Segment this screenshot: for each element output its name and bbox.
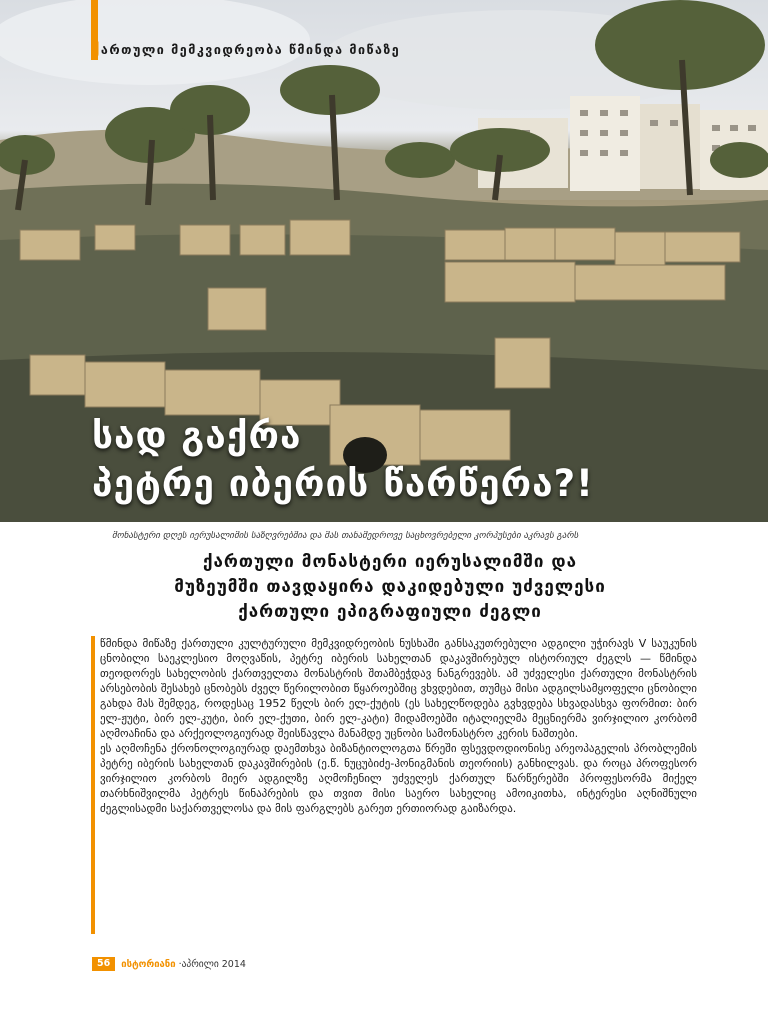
kicker-first-letter: ქ: [91, 40, 101, 58]
page-footer: [92, 957, 246, 971]
page-number: 56: [92, 957, 115, 971]
kicker-text: ართული მემკვიდრეობა წმინდა მიწაზე: [100, 42, 401, 57]
headline-line-1: სად გაქრა: [92, 414, 302, 457]
article-headline: [92, 412, 594, 508]
article-paragraph-2: ეს აღმოჩენა ქრონოლოგიურად დაემთხვა ბიზანტიოლოგთა წრეში ფსევდოდიონისე არეოპაგელის პრობლემის პეტრე იბერის სახელთან დაკავშირების (ე.წ. ნუცუბიძე-ჰონიგმანის თეორიის) განხილვას. და როცა პროფესორ ვირჯილიო კორბოს მიერ ადგილზე აღმოჩენილ უძველეს ქართულ წარწერებში პროფესორმა მიქელ თარხნიშვილმა პეტრეს წინაპრების და თვით მისი საერო სახელიც ამოიკითხა, ინტერესი აღნიშნული ძეგლისადმი საქართველოსა და მის ფარგლებს გარეთ ერთიორად გაიზარდა.: [100, 742, 697, 815]
subheading-line-2: მუზეუმში თავდაყირა დაკიდებული უძველესი: [174, 577, 606, 597]
article-paragraph-1: წმინდა მიწაზე ქართული კულტურული მემკვიდრეობის ნუსხაში განსაკუთრებული ადგილი უჭირავს V საუკუნის ცნობილი საეკლესიო მოღვაწის, პეტრე იბერის სახელთან დაკავშირებულ ისტორიულ ძეგლს — წმინდა თეოდორეს სახელობის ქართველთა მონასტრის შთამბეჭდავ ნანგრევებს. ამ უძველესი ქართული მონასტრის არსებობის შესახებ ცნობებს ძველ წერილობით წყაროებშიც ვხვდებით, თუმცა მისი ადგილსამყოფელი ცნობილი გახდა მას შემდეგ, როდესაც 1952 წელს ბირ ელ-ქუტის (ეს სახელწოდება გვხვდება სხვადასხვა ფორმით: ბირ ელ-ჟუტი, ბირ ელ-კუტი, ბირ ელ-ქუთი, ბირ ელ-კატი) მიდამოებში იტალიელმა მეცნიერმა ვირჯილიო კორბომ აღმოაჩინა და არქეოლოგიურად შეისწავლა მანამდე უცნობი სამონასტრო კერის ნაშთები.: [100, 637, 697, 740]
issue-date: ·აპრილი 2014: [178, 958, 246, 970]
article-body: [92, 636, 697, 816]
subheading-line-1: ქართული მონასტერი იერუსალიმში და: [202, 552, 577, 572]
magazine-name: ისტორიანი: [121, 958, 176, 970]
photo-caption: მონასტერი დღეს იერუსალიმის საზღვრებშია და მას თანამედროვე საცხოვრებელი კორპუსები აკრავს გარს: [112, 531, 579, 541]
headline-line-2: პეტრე იბერის წარწერა?!: [92, 462, 594, 505]
article-subheading: [80, 550, 700, 625]
subheading-line-3: ქართული ეპიგრაფიული ძეგლი: [238, 602, 542, 622]
section-kicker: [91, 40, 400, 58]
article-accent-bar: [91, 636, 95, 934]
